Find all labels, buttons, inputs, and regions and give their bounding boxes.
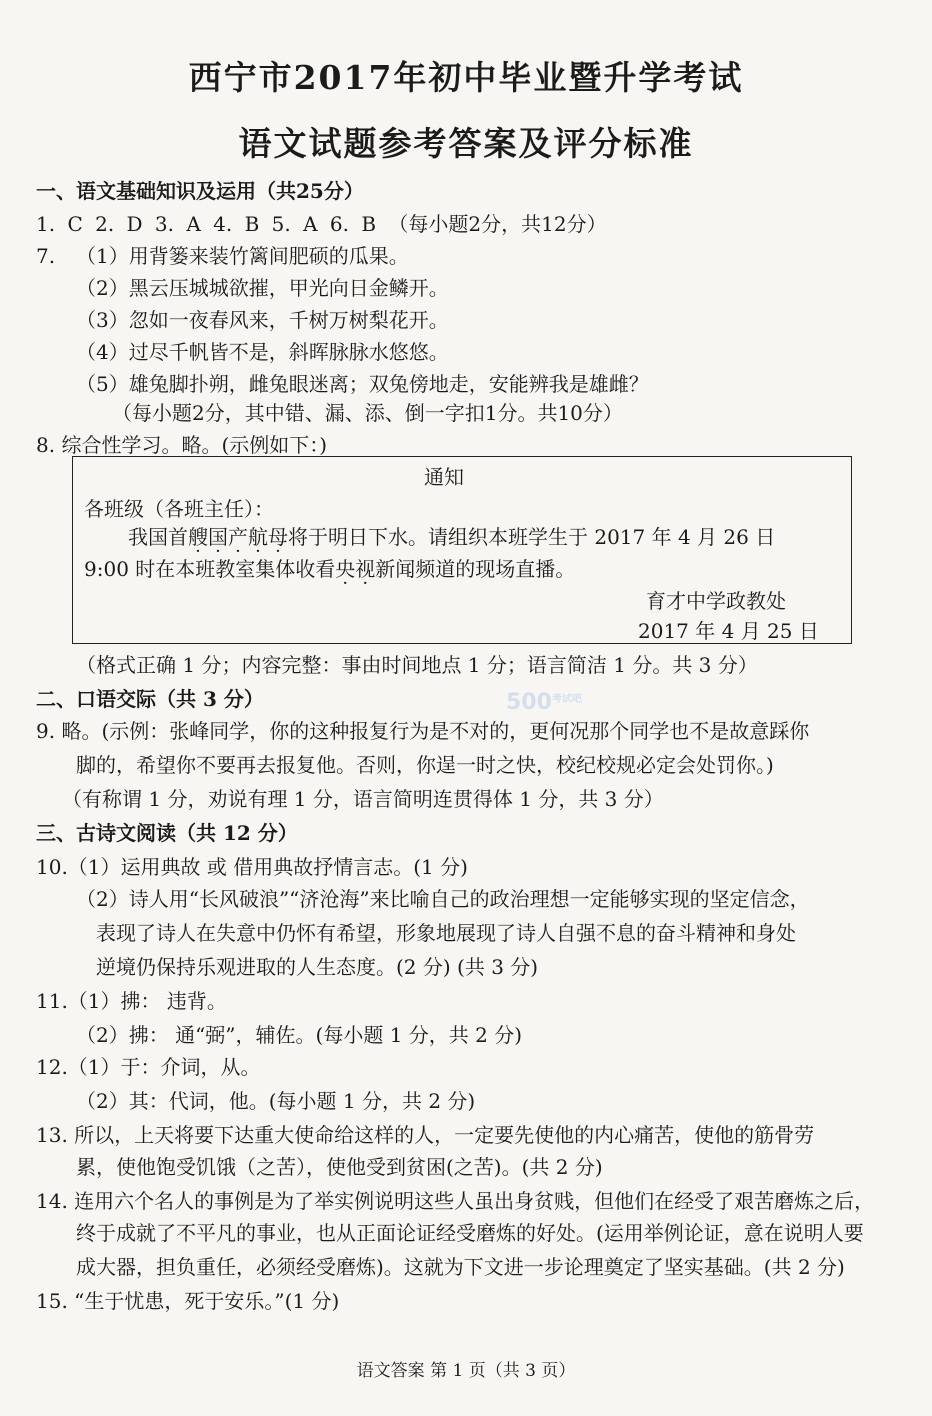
q7-score: （每小题2分，其中错、漏、添、倒一字扣1分。共10分） [112,401,623,425]
q7-item-5: （5）雄兔脚扑朔，雌兔眼迷离；双兔傍地走，安能辨我是雄雌？ [76,372,649,396]
section-1-heading: 一、语文基础知识及运用（共25分） [36,179,364,203]
q15: 15. “生于忧患，死于安乐。”(1 分) [36,1289,340,1313]
section-3-heading: 三、古诗文阅读（共 12 分） [36,821,298,845]
q9-score: （有称谓 1 分，劝说有理 1 分，语言简明连贯得体 1 分，共 3 分） [62,787,664,811]
notice-paragraph-line-1: 我国首艘国产航母将于明日下水。请组织本班学生于 2017 年 4 月 26 日 [128,525,776,549]
page-title: 西宁市2017年初中毕业暨升学考试 [188,58,744,97]
notice-paragraph-line-2: 9:00 时在本班教室集体收看央视新闻频道的现场直播。 [84,557,576,581]
answers-1-6: 1. C 2. D 3. A 4. B 5. A 6. B （每小题2分，共12分） [36,212,607,236]
watermark-logo: $500^{考试吧}$ [506,690,582,715]
section-2-heading: 二、口语交际（共 3 分） [36,687,264,711]
q11-2: （2）拂： 通“弼”，辅佐。(每小题 1 分，共 2 分) [76,1023,523,1047]
page-footer: 语文答案 第 1 页（共 3 页） [356,1361,576,1381]
q9-line-2: 脚的，希望你不要再去报复他。否则，你逞一时之快，校纪校规必定会处罚你。) [76,753,774,777]
q7-item-2: （2）黑云压城城欲摧，甲光向日金鳞开。 [76,276,449,300]
q14-line-3: 成大器，担负重任，必须经受磨炼)。这就为下文进一步论理奠定了坚实基础。(共 2 分) [76,1255,845,1279]
q14-line-1: 14. 连用六个名人的事例是为了举实例说明这些人虽出身贫贱，但他们在经受了艰苦磨炼之后， [36,1189,875,1213]
notice-date: 2017 年 4 月 25 日 [638,619,819,643]
page-subtitle: 语文试题参考答案及评分标准 [238,124,694,163]
q14-line-2: 终于成就了不平凡的事业，也从正面论证经受磨炼的好处。(运用举例论证，意在说明人要 [76,1221,864,1245]
q7-number: 7. [36,244,56,268]
q10-1: 10.（1）运用典故 或 借用典故抒情言志。(1 分) [36,855,468,879]
q7-item-1: （1）用背篓来装竹篱间肥硕的瓜果。 [76,244,409,268]
q12-2: （2）其：代词，他。(每小题 1 分，共 2 分) [76,1089,476,1113]
q10-2-line-2: 表现了诗人在失意中仍怀有希望，形象地展现了诗人自强不息的奋斗精神和身处 [96,921,796,945]
q10-2-line-3: 逆境仍保持乐观进取的人生态度。(2 分) (共 3 分) [96,955,539,979]
notice-title: 通知 [424,465,464,489]
q10-2-line-1: （2）诗人用“长风破浪”“济沧海”来比喻自己的政治理想一定能够实现的坚定信念， [76,887,810,911]
q13-line-1: 13. 所以，上天将要下达重大使命给这样的人，一定要先使他的内心痛苦，使他的筋骨劳 [36,1123,815,1147]
q11-1: 11.（1）拂： 违背。 [36,989,227,1013]
q13-line-2: 累，使他饱受饥饿（之苦），使他受到贫困(之苦)。(共 2 分) [76,1155,603,1179]
q9-line-1: 9. 略。(示例：张峰同学，你的这种报复行为是不对的，更何况那个同学也不是故意踩你 [36,719,810,743]
notice-signature: 育才中学政教处 [646,589,786,613]
q12-1: 12.（1）于：介词，从。 [36,1055,261,1079]
q8-score: （格式正确 1 分；内容完整：事由时间地点 1 分；语言简洁 1 分。共 3 分） [76,653,758,677]
q8-text: 8. 综合性学习。略。(示例如下：) [36,433,328,457]
q7-item-4: （4）过尽千帆皆不是，斜晖脉脉水悠悠。 [76,340,449,364]
notice-recipient: 各班级（各班主任）： [84,497,274,521]
q7-item-3: （3）忽如一夜春风来，千树万树梨花开。 [76,308,449,332]
